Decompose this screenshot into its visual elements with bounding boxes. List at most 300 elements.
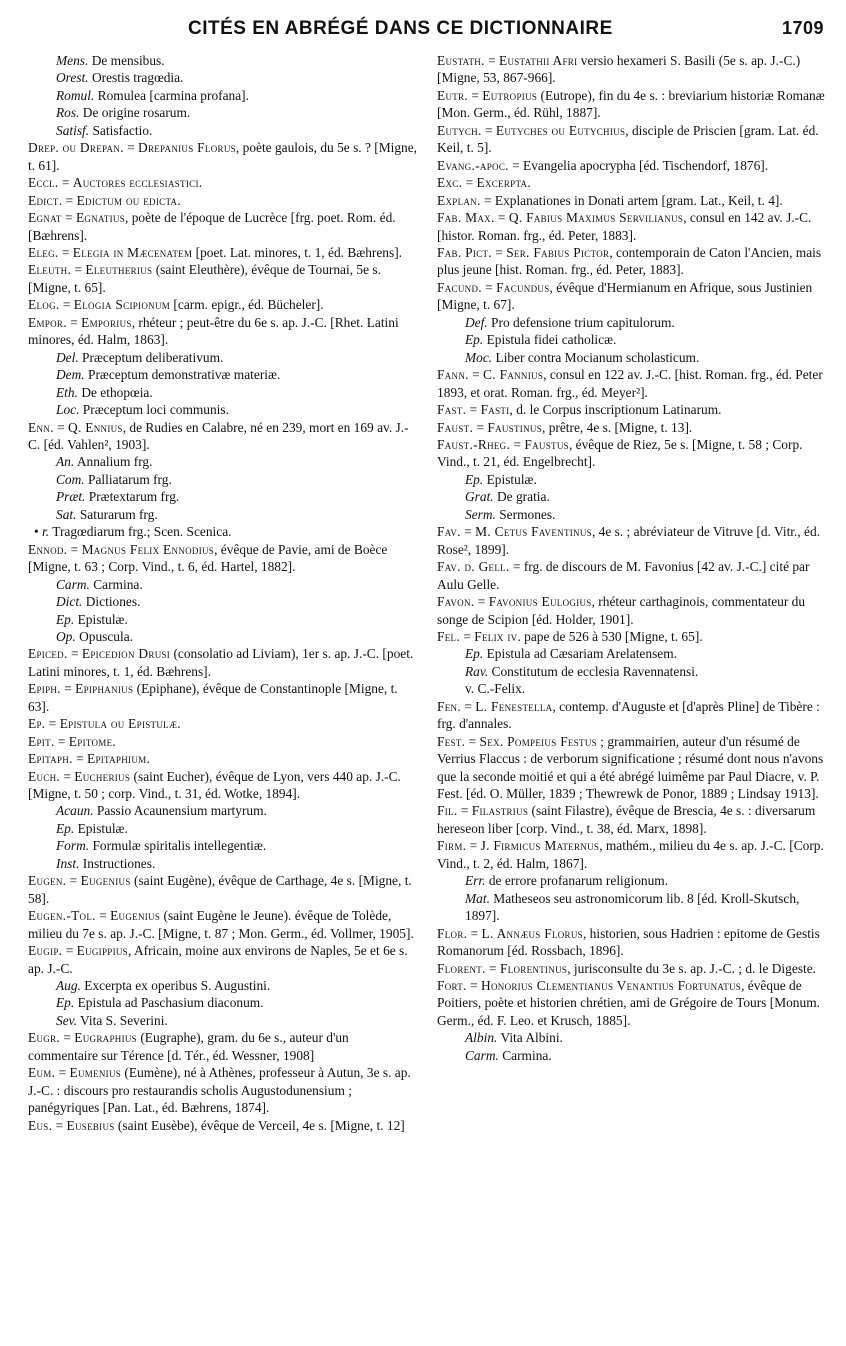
entry-text: , contemp. d'Auguste et [d'après Pline] de Tibère : frg. d'annales. [437, 698, 820, 732]
entry-abbreviation: Fil. [437, 803, 458, 819]
entry-name: Magnus Felix Ennodius [81, 541, 215, 557]
sub-entry [28, 628, 418, 645]
entry-abbreviation: Eugen. [28, 873, 67, 889]
dictionary-entry: Eleuth. = Eleutherius (saint Eleuthère), évêque de Tournai, 5e s. [Migne, t. 65]. [28, 262, 381, 295]
entry-name: Filastrius [471, 803, 529, 819]
sub-entry [437, 645, 827, 662]
entry-text: (saint Filastre), évêque de Brescia, 4e s. : diversarum hereseon liber [corp. Vind., t. 38, éd. Marx, 1898]. [437, 803, 816, 836]
sub-entry [28, 855, 418, 872]
entry-text: . [527, 175, 531, 191]
sub-abbreviation: Acaun. [56, 803, 94, 819]
entry-abbreviation: Eugip. [28, 943, 63, 959]
entry-abbreviation: Eleuth. [28, 262, 72, 278]
sub-abbreviation: Ep. [56, 995, 75, 1011]
entry-text: [poet. Lat. minores, t. 1, éd. Bæhrens]. [192, 244, 403, 260]
entry-text: . [198, 175, 203, 191]
sub-abbreviation: Ep. [56, 611, 75, 627]
entry-name: Honorius Clementianus Venantius Fortunatus [481, 978, 742, 994]
dictionary-entry: Eutych. = Eutyches ou Eutychius, disciple de Priscien [gram. Lat. éd. Keil, t. 5]. [437, 122, 819, 156]
entry-name: Drepanius Florus [137, 140, 236, 156]
sub-text: Vita S. Severini. [80, 1012, 168, 1028]
sub-text: Palliatarum frg. [88, 471, 172, 487]
sub-entry [437, 872, 827, 889]
sub-text: Annalium frg. [76, 454, 153, 470]
entry-name: Elogia Scipionum [73, 297, 171, 313]
sub-text: Romulea [carmina profana]. [97, 87, 249, 103]
entry-name: Epitome [68, 733, 113, 749]
sub-entry [28, 1012, 418, 1029]
dictionary-entry: Fil. = Filastrius (saint Filastre), évêque de Brescia, 4e s. : diversarum hereseon liber [corp. Vind., t. 38, éd. Marx, 1898]. [437, 803, 816, 836]
entry-abbreviation: Ennod. [28, 541, 68, 557]
entry-name: Auctores ecclesiastici [72, 175, 199, 191]
entry-name: L. Fenestella [475, 698, 553, 714]
entry-abbreviation: Ep. [28, 716, 46, 732]
sub-text: Opuscula. [79, 628, 134, 644]
entry-name: Emporius [81, 314, 132, 330]
entry-abbreviation: Faust.-Rheg. [437, 436, 511, 452]
sub-entry [437, 680, 827, 697]
dictionary-entry: Enn. = Q. Ennius, de Rudies en Calabre, né en 239, mort en 169 av. J.-C. [éd. Vahlen², 1903]. [28, 419, 409, 452]
entry-abbreviation: Faust. [437, 419, 474, 435]
sub-text: Formulæ spiritalis intellegentiæ. [92, 838, 267, 854]
entry-abbreviation: Edict. [28, 192, 63, 208]
dictionary-entry: Epiph. = Epiphanius (Epiphane), évêque de Constantinople [Migne, t. 63]. [28, 681, 398, 714]
sub-text: De ethopœia. [81, 384, 153, 400]
entry-abbreviation: Egnat [28, 210, 62, 226]
entry-text: (saint Eucher), évêque de Lyon, vers 440 ap. J.-C. [Migne, t. 50 ; corp. Vind., t. 31, éd. Wotke, 1894]. [28, 768, 401, 802]
sub-text: Excerpta ex operibus S. Augustini. [84, 978, 271, 994]
entry-name: Excerpta [476, 175, 528, 191]
dictionary-entry: Epiced. = Epicedion Drusi (consolatio ad Liviam), 1er s. ap. J.-C. [poet. Latini minores, t. 1, éd. Bæhrens]. [28, 646, 414, 679]
sub-entry [28, 488, 418, 505]
sub-text: Pro defensione trium capitulorum. [491, 314, 675, 330]
sub-text: Præceptum deliberativum. [82, 349, 224, 365]
dictionary-entry: Eustath. = Eustathii Afri versio hexameri S. Basili (5e s. ap. J.-C.) [Migne, 53, 867-966]. [437, 53, 801, 86]
sub-entry [437, 314, 827, 331]
dictionary-entry: Epit. = Epitome. [28, 733, 116, 749]
right-column [437, 52, 827, 1064]
sub-text: Saturarum frg. [79, 506, 158, 522]
dictionary-entry: Eugr. = Eugraphius (Eugraphe), gram. du 6e s., auteur d'un commentaire sur Térence [d. Tér., éd. Wessner, 1908] [28, 1030, 349, 1063]
dictionary-entry: Eutr. = Eutropius (Eutrope), fin du 4e s. : breviarium historiæ Romanæ [Mon. Germ., éd. Rühl, 1887]. [437, 87, 825, 121]
sub-abbreviation: Carm. [465, 1047, 499, 1063]
entry-name: Eucherius [74, 768, 131, 784]
sub-text: Epistula ad Cæsariam Arelatensem. [486, 646, 677, 662]
entry-abbreviation: Fel. [437, 628, 460, 644]
sub-abbreviation: Inst. [56, 855, 80, 871]
entry-text: (saint Eugène le Jeune). évêque de Tolède, milieu du 7e s. ap. J.-C. [Migne, t. 87 ; Mon. Germ., éd. Vollmer, 1905]. [28, 908, 414, 941]
entry-text: , prêtre, 4e s. [Migne, t. 13]. [542, 419, 693, 435]
dictionary-entry: Fast. = Fasti, d. le Corpus inscriptionum Latinarum. [437, 402, 722, 418]
entry-text: (Eugraphe), gram. du 6e s., auteur d'un commentaire sur Térence [d. Tér., éd. Wessner, 1908] [28, 1030, 349, 1063]
sub-text: Vita Albini. [500, 1030, 563, 1046]
entry-text: (Epiphane), évêque de Constantinople [Migne, t. 63]. [28, 681, 398, 714]
entry-abbreviation: Evang.-apoc. [437, 157, 509, 173]
entry-name: Felix iv [474, 628, 518, 644]
sub-abbreviation: Sev. [56, 1012, 77, 1028]
dictionary-entry: Evang.-apoc. = Evangelia apocrypha [éd. Tischendorf, 1876]. [437, 157, 769, 173]
dictionary-entry: Firm. = J. Firmicus Maternus, mathém., milieu du 4e s. ap. J.-C. [Corp. Vind., t. 2, éd. Halm, 1867]. [437, 838, 824, 871]
entry-name: Eleutherius [85, 262, 153, 278]
dictionary-entry: Fav. d. Gell. = frg. de discours de M. Favonius [42 av. J.-C.] cité par Aulu Gelle. [437, 559, 810, 592]
dictionary-entry: Fest. = Sex. Pompeius Festus ; grammairien, auteur d'un résumé de Verrius Flaccus : de verborum significatione ; résumé dont nous n'avons que la seconde moitié et qui a été abrégé luimême par Paul Diacre, v. P. Fest. [éd. O. Müller, 1839 ; Thewrewk de Ponor, 1889 ; Lindsay 1913]. [437, 733, 824, 802]
entry-name: Faustus [524, 436, 569, 452]
entry-text: , consul en 122 av. J.-C. [hist. Roman. frg., éd. Peter 1893, et orat. Roman. frg., éd. Meyer²]. [437, 367, 823, 400]
entry-name: Epistula ou Epistulæ [59, 716, 178, 732]
sub-entry [28, 52, 418, 69]
dictionary-entry: Fav. = M. Cetus Faventinus, 4e s. ; abréviateur de Vitruve [d. Vitr., éd. Rose², 1899]. [437, 524, 821, 557]
sub-entry [28, 523, 418, 540]
dictionary-entry: Egnat = Egnatius, poète de l'époque de Lucrèce [frg. poet. Rom. éd. [Bæhrens]. [28, 210, 396, 243]
entry-text: , d. le Corpus inscriptionum Latinarum. [509, 402, 722, 418]
sub-text: Tragœdiarum frg.; Scen. Scenica. [52, 524, 232, 540]
entry-text: (Eumène), né à Athènes, professeur à Autun, 3e s. ap. J.-C. : discours pro restaurandis scholis Augustodunensium ; panégyriques [Pan. Lat., éd. Bæhrens, 1874]. [28, 1065, 411, 1116]
sub-abbreviation: Carm. [56, 576, 90, 592]
dictionary-entry: Fen. = L. Fenestella, contemp. d'Auguste et [d'après Pline] de Tibère : frg. d'annales. [437, 698, 820, 732]
dictionary-entry: Edict. = Edictum ou edicta. [28, 192, 181, 208]
page-number: 1709 [781, 18, 824, 38]
sub-text: De origine rosarum. [82, 105, 191, 121]
sub-text: De gratia. [497, 489, 550, 505]
entry-text: , évêque d'Hermianum en Afrique, sous Justinien [Migne, t. 67]. [437, 279, 813, 313]
entry-name: Ser. Fabius Pictor [506, 244, 610, 260]
dictionary-entry: Eugen.-Tol. = Eugenius (saint Eugène le Jeune). évêque de Tolède, milieu du 7e s. ap. J.-C. [Migne, t. 87 ; Mon. Germ., éd. Vollmer, 1905]. [28, 908, 414, 941]
dictionary-entry: Eum. = Eumenius (Eumène), né à Athènes, professeur à Autun, 3e s. ap. J.-C. : discours pro restaurandis scholis Augustodunensium ; panégyriques [Pan. Lat., éd. Bæhrens, 1874]. [28, 1065, 411, 1116]
sub-entry [437, 890, 827, 925]
entry-name: Q. Ennius [67, 419, 123, 435]
sub-text: Præceptum loci communis. [82, 402, 229, 418]
sub-entry [28, 837, 418, 854]
sub-text: Passio Acaunensium martyrum. [96, 803, 267, 819]
entry-name: Fasti [480, 402, 510, 418]
sub-abbreviation: Ep. [56, 820, 75, 836]
sub-entry [28, 69, 418, 86]
sub-entry [28, 820, 418, 837]
entry-text: , contemporain de Caton l'Ancien, mais plus jeune [hist. Roman. frg., éd. Peter, 1883]. [437, 244, 822, 278]
dictionary-entry: Ep. = Epistula ou Epistulæ. [28, 716, 181, 732]
entry-text: . [146, 751, 150, 767]
sub-entry [28, 802, 418, 819]
sub-entry [28, 576, 418, 593]
sub-abbreviation: Romul. [56, 87, 95, 103]
entry-abbreviation: Elog. [28, 297, 60, 313]
sub-entry [28, 611, 418, 628]
sub-text: Epistula fidei catholicæ. [486, 332, 617, 348]
sub-abbreviation: Ep. [465, 646, 484, 662]
sub-entry [28, 506, 418, 523]
sub-entry [437, 663, 827, 680]
entry-text: ; grammairien, auteur d'un résumé de Verrius Flaccus : de verborum significatione ; résumé dont nous n'avons que la seconde moitié et qui a été abrégé luimême par Paul Diacre, v. P. Fest. [éd. O. Müller, 1839 ; Thewrewk de Ponor, 1889 ; Lindsay 1913]. [437, 733, 824, 802]
sub-text: Epistulæ. [77, 611, 128, 627]
sub-entry [28, 104, 418, 121]
dictionary-entry: Exc. = Excerpta. [437, 175, 531, 191]
sub-entry [28, 994, 418, 1011]
entry-abbreviation: Fab. Max. [437, 210, 495, 226]
entry-abbreviation: Drep. ou Drepan. [28, 140, 124, 156]
entry-name: Eugippius [76, 943, 128, 959]
entry-abbreviation: Fav. d. Gell. [437, 559, 510, 575]
entry-abbreviation: Eum. [28, 1065, 56, 1081]
entry-text: Explanationes in Donati artem [gram. Lat., Keil, t. 4]. [494, 192, 783, 208]
dictionary-entry: Explan. = Explanationes in Donati artem [gram. Lat., Keil, t. 4]. [437, 192, 783, 208]
entry-abbreviation: Euch. [28, 768, 61, 784]
entry-text: versio hexameri S. Basili (5e s. ap. J.-C.) [Migne, 53, 867-966]. [437, 53, 801, 86]
sub-entry [28, 366, 418, 383]
sub-entry [437, 1047, 827, 1064]
entry-name: Facundus [496, 279, 550, 295]
sub-abbreviation: Moc. [465, 349, 493, 365]
sub-abbreviation: Ep. [465, 471, 484, 487]
sub-text: Epistulæ. [486, 471, 537, 487]
sub-abbreviation: Form. [56, 838, 90, 854]
sub-entry [28, 453, 418, 470]
entry-abbreviation: Fav. [437, 524, 461, 540]
entry-text: , 4e s. ; abréviateur de Vitruve [d. Vitr., éd. Rose², 1899]. [437, 524, 821, 557]
sub-entry [437, 1029, 827, 1046]
entry-text: , poète de l'époque de Lucrèce [frg. poet. Rom. éd. [Bæhrens]. [28, 210, 396, 243]
entry-name: Eusebius [66, 1117, 115, 1133]
sub-text: Carmina. [502, 1047, 552, 1063]
entry-abbreviation: Eugr. [28, 1030, 61, 1046]
sub-abbreviation: r. [42, 524, 50, 540]
sub-text: Satisfactio. [92, 122, 153, 138]
dictionary-entry: Favon. = Favonius Eulogius, rhéteur carthaginois, commentateur du songe de Scipion [éd. Holder, 1901]. [437, 594, 806, 627]
entry-text: (saint Eusèbe), évêque de Verceil, 4e s. [Migne, t. 12] [114, 1117, 405, 1133]
sub-entry [28, 401, 418, 418]
sub-abbreviation: Err. [465, 873, 486, 889]
sub-text: Instructiones. [82, 855, 156, 871]
dictionary-entry: Eccl. = Auctores ecclesiastici. [28, 175, 203, 191]
entry-text: , disciple de Priscien [gram. Lat. éd. Keil, t. 5]. [437, 122, 819, 156]
entry-name: Epiphanius [75, 681, 134, 697]
entry-text: [carm. epigr., éd. Bücheler]. [170, 297, 324, 313]
sub-abbreviation: Satisf. [56, 122, 90, 138]
sub-text: Præceptum demonstrativæ materiæ. [88, 367, 281, 383]
dictionary-entry: Fab. Max. = Q. Fabius Maximus Servilianus, consul en 142 av. J.-C. [histor. Roman. frg., éd. Peter, 1883]. [437, 210, 812, 243]
entry-abbreviation: Fann. [437, 367, 469, 383]
entry-abbreviation: Eustath. [437, 53, 485, 68]
entry-abbreviation: Fest. [437, 733, 466, 749]
entry-abbreviation: Eugen.-Tol. [28, 908, 96, 924]
dictionary-entry: Elog. = Elogia Scipionum [carm. epigr., éd. Bücheler]. [28, 297, 324, 313]
entry-abbreviation: Eleg. [28, 244, 59, 260]
left-column [28, 52, 418, 1134]
sub-entry [437, 471, 827, 488]
dictionary-entry: Empor. = Emporius, rhéteur ; peut-être du 6e s. ap. J.-C. [Rhet. Latini minores, éd. Halm, 1863]. [28, 314, 399, 348]
entry-abbreviation: Fen. [437, 698, 461, 714]
entry-name: C. Fannius [483, 367, 544, 383]
entry-name: J. Firmicus Maternus [480, 838, 600, 854]
entry-abbreviation: Epit. [28, 733, 55, 749]
sub-text: Matheseos seu astronomicorum lib. 8 [éd. Kroll-Skutsch, 1897]. [465, 890, 800, 924]
entry-text: , évêque de Riez, 5e s. [Migne, t. 58 ; Corp. Vind., t. 21, éd. Engelbrecht]. [437, 436, 803, 470]
dictionary-entry: Fel. = Felix iv. pape de 526 à 530 [Migne, t. 65]. [437, 628, 703, 644]
entry-text: , Africain, moine aux environs de Naples, 5e et 6e s. ap. J.-C. [28, 943, 408, 976]
entry-text: . pape de 526 à 530 [Migne, t. 65]. [517, 628, 703, 644]
entry-abbreviation: Favon. [437, 594, 475, 610]
entry-text: , de Rudies en Calabre, né en 239, mort en 169 av. J.-C. [éd. Vahlen², 1903]. [28, 419, 409, 452]
entry-name: Eutyches ou Eutychius [495, 122, 626, 138]
sub-entry [28, 349, 418, 366]
entry-name: Eustathii Afri [498, 53, 578, 68]
entry-abbreviation: Eus. [28, 1117, 53, 1133]
page-title: CITÉS EN ABRÉGÉ DANS CE DICTIONNAIRE [188, 18, 613, 39]
sub-entry [437, 349, 827, 366]
entry-abbreviation: Eutr. [437, 87, 469, 103]
entry-text: , consul en 142 av. J.-C. [histor. Roman. frg., éd. Peter, 1883]. [437, 210, 812, 243]
entry-name: Eumenius [69, 1065, 122, 1081]
sub-text: de errore profanarum religionum. [488, 873, 669, 889]
sub-text: Orestis tragœdia. [91, 70, 184, 86]
sub-text: Constitutum de ecclesia Ravennatensi. [491, 663, 699, 679]
entry-name: Eutropius [482, 87, 538, 103]
sub-entry [28, 384, 418, 401]
sub-abbreviation: Albin. [465, 1030, 498, 1046]
sub-entry [437, 331, 827, 348]
dictionary-entry: Epitaph. = Epitaphium. [28, 751, 150, 767]
sub-abbreviation: Ros. [56, 105, 80, 121]
entry-abbreviation: Flor. [437, 925, 468, 941]
dictionary-entry: Eugip. = Eugippius, Africain, moine aux environs de Naples, 5e et 6e s. ap. J.-C. [28, 943, 408, 976]
sub-abbreviation: Sat. [56, 506, 77, 522]
entry-name: Eugraphius [74, 1030, 137, 1046]
sub-text: Liber contra Mocianum scholasticum. [495, 349, 700, 365]
sub-text: v. C.-Felix. [465, 681, 526, 697]
entry-text: (saint Eugène), évêque de Carthage, 4e s. [Migne, t. 58]. [28, 873, 412, 906]
entry-name: Elegia in Mæcenatem [72, 244, 193, 260]
entry-name: Favonius Eulogius [488, 594, 592, 610]
entry-text: , historien, sous Hadrien : epitome de Gestis Romanorum [éd. Rossbach, 1896]. [437, 925, 820, 959]
entry-text: (Eutrope), fin du 4e s. : breviarium historiæ Romanæ [Mon. Germ., éd. Rühl, 1887]. [437, 87, 825, 121]
sub-entry [437, 506, 827, 523]
entry-abbreviation: Florent. [437, 960, 486, 976]
sub-abbreviation: Com. [56, 471, 85, 487]
sub-text: Carmina. [93, 576, 143, 592]
page-header [28, 14, 824, 44]
dictionary-entry: Euch. = Eucherius (saint Eucher), évêque de Lyon, vers 440 ap. J.-C. [Migne, t. 50 ; corp. Vind., t. 31, éd. Wotke, 1894]. [28, 768, 401, 802]
entry-abbreviation: Epiph. [28, 681, 61, 697]
sub-text: De mensibus. [91, 53, 165, 68]
dictionary-entry: Ennod. = Magnus Felix Ennodius, évêque de Pavie, ami de Boèce [Migne, t. 63 ; Corp. Vind., t. 6, éd. Hartel, 1882]. [28, 541, 388, 575]
sub-abbreviation: Rav. [465, 663, 489, 679]
dictionary-entry: Eleg. = Elegia in Mæcenatem [poet. Lat. minores, t. 1, éd. Bæhrens]. [28, 244, 403, 260]
sub-text: Sermones. [499, 506, 556, 522]
entry-abbreviation: Facund. [437, 279, 482, 295]
dictionary-entry: Drep. ou Drepan. = Drepanius Florus, poète gaulois, du 5e s. ? [Migne, t. 61]. [28, 140, 418, 173]
entry-name: Florentinus [499, 960, 568, 976]
entry-abbreviation: Epitaph. [28, 751, 73, 767]
entry-abbreviation: Fast. [437, 402, 467, 418]
sub-text: Epistulæ. [77, 820, 128, 836]
entry-name: L. Annæus Florus [481, 925, 583, 941]
entry-name: Epitaphium [86, 751, 147, 767]
entry-abbreviation: Explan. [437, 192, 481, 208]
entry-abbreviation: Enn. [28, 419, 54, 435]
entry-name: Eugenius [80, 873, 131, 889]
entry-text: (saint Eleuthère), évêque de Tournai, 5e s. [Migne, t. 65]. [28, 262, 381, 295]
sub-abbreviation: Dem. [56, 367, 85, 383]
sub-text: Dictiones. [85, 594, 141, 610]
bullet-mark: • [34, 524, 43, 540]
entry-abbreviation: Empor. [28, 314, 67, 330]
entry-name: Edictum ou edicta [76, 192, 178, 208]
sub-abbreviation: Def. [465, 314, 488, 330]
entry-name: Q. Fabius Maximus Servilianus [508, 210, 684, 226]
dictionary-entry: Flor. = L. Annæus Florus, historien, sous Hadrien : epitome de Gestis Romanorum [éd. Rossbach, 1896]. [437, 925, 820, 959]
entry-abbreviation: Eccl. [28, 175, 59, 191]
sub-abbreviation: Serm. [465, 506, 496, 522]
sub-entry [28, 87, 418, 104]
entry-abbreviation: Fab. Pict. [437, 244, 492, 260]
entry-text: (consolatio ad Liviam), 1er s. ap. J.-C. [poet. Latini minores, t. 1, éd. Bæhrens]. [28, 646, 414, 679]
dictionary-entry: Facund. = Facundus, évêque d'Hermianum en Afrique, sous Justinien [Migne, t. 67]. [437, 279, 813, 313]
dictionary-entry: Faust.-Rheg. = Faustus, évêque de Riez, 5e s. [Migne, t. 58 ; Corp. Vind., t. 21, éd. Engelbrecht]. [437, 436, 803, 470]
sub-entry [28, 471, 418, 488]
sub-text: Prætextarum frg. [88, 489, 180, 505]
sub-entry [28, 593, 418, 610]
entry-text: . [177, 716, 181, 732]
sub-abbreviation: Del. [56, 349, 79, 365]
entry-text: frg. de discours de M. Favonius [42 av. J.-C.] cité par Aulu Gelle. [437, 559, 810, 592]
entry-abbreviation: Fort. [437, 978, 467, 994]
entry-abbreviation: Firm. [437, 838, 467, 854]
entry-text: , rhéteur carthaginois, commentateur du songe de Scipion [éd. Holder, 1901]. [437, 594, 806, 627]
dictionary-entry: Fann. = C. Fannius, consul en 122 av. J.-C. [hist. Roman. frg., éd. Peter 1893, et orat. Roman. frg., éd. Meyer²]. [437, 367, 823, 400]
dictionary-entry: Fort. = Honorius Clementianus Venantius Fortunatus, évêque de Poitiers, poète et historien chrétien, ami de Grégoire de Tours [Monum. Germ., éd. F. Leo. et Krusch, 1885]. [437, 978, 820, 1028]
dictionary-entry: Eugen. = Eugenius (saint Eugène), évêque de Carthage, 4e s. [Migne, t. 58]. [28, 873, 412, 906]
sub-abbreviation: Dict. [56, 594, 83, 610]
sub-entry [437, 488, 827, 505]
entry-abbreviation: Exc. [437, 175, 463, 191]
entry-text: , évêque de Poitiers, poète et historien chrétien, ami de Grégoire de Tours [Monum. Germ., éd. F. Leo. et Krusch, 1885]. [437, 978, 820, 1028]
sub-entry [28, 122, 418, 139]
dictionary-entry: Faust. = Faustinus, prêtre, 4e s. [Migne, t. 13]. [437, 419, 693, 435]
dictionary-entry: Florent. = Florentinus, jurisconsulte du 3e s. ap. J.-C. ; d. le Digeste. [437, 960, 817, 976]
entry-text: Evangelia apocrypha [éd. Tischendorf, 1876]. [523, 157, 769, 173]
sub-abbreviation: Loc. [56, 402, 80, 418]
sub-abbreviation: Præt. [56, 489, 86, 505]
entry-text: , mathém., milieu du 4e s. ap. J.-C. [Corp. Vind., t. 2, éd. Halm, 1867]. [437, 838, 824, 871]
entry-name: Sex. Pompeius Festus [479, 733, 597, 749]
sub-abbreviation: Orest. [56, 70, 89, 86]
sub-abbreviation: Mat. [465, 890, 490, 906]
entry-text: , jurisconsulte du 3e s. ap. J.-C. ; d. le Digeste. [567, 960, 817, 976]
sub-abbreviation: An. [56, 454, 75, 470]
sub-text: Epistula ad Paschasium diaconum. [77, 995, 264, 1011]
sub-abbreviation: Eth. [56, 384, 78, 400]
sub-entry [28, 977, 418, 994]
entry-text: . [177, 192, 181, 208]
sub-abbreviation: Grat. [465, 489, 494, 505]
entry-name: Faustinus [487, 419, 543, 435]
entry-abbreviation: Epiced. [28, 646, 68, 662]
entry-name: M. Cetus Faventinus [475, 524, 592, 540]
sub-abbreviation: Aug. [56, 978, 81, 994]
sub-abbreviation: Ep. [465, 332, 484, 348]
entry-text: , poète gaulois, du 5e s. ? [Migne, t. 61]. [28, 140, 418, 173]
entry-name: Egnatius [75, 210, 126, 226]
entry-text: , rhéteur ; peut-être du 6e s. ap. J.-C. [Rhet. Latini minores, éd. Halm, 1863]. [28, 314, 399, 348]
entry-text: , évêque de Pavie, ami de Boèce [Migne, t. 63 ; Corp. Vind., t. 6, éd. Hartel, 1882]. [28, 541, 388, 575]
dictionary-entry: Eus. = Eusebius (saint Eusèbe), évêque de Verceil, 4e s. [Migne, t. 12] [28, 1117, 405, 1133]
entry-abbreviation: Eutych. [437, 122, 482, 138]
dictionary-entry: Fab. Pict. = Ser. Fabius Pictor, contemporain de Caton l'Ancien, mais plus jeune [hist. Roman. frg., éd. Peter, 1883]. [437, 244, 822, 278]
entry-text: . [112, 733, 116, 749]
sub-abbreviation: Mens. [56, 53, 89, 68]
entry-name: Epicedion Drusi [81, 646, 171, 662]
sub-abbreviation: Op. [56, 628, 76, 644]
entry-name: Eugenius [110, 908, 161, 924]
